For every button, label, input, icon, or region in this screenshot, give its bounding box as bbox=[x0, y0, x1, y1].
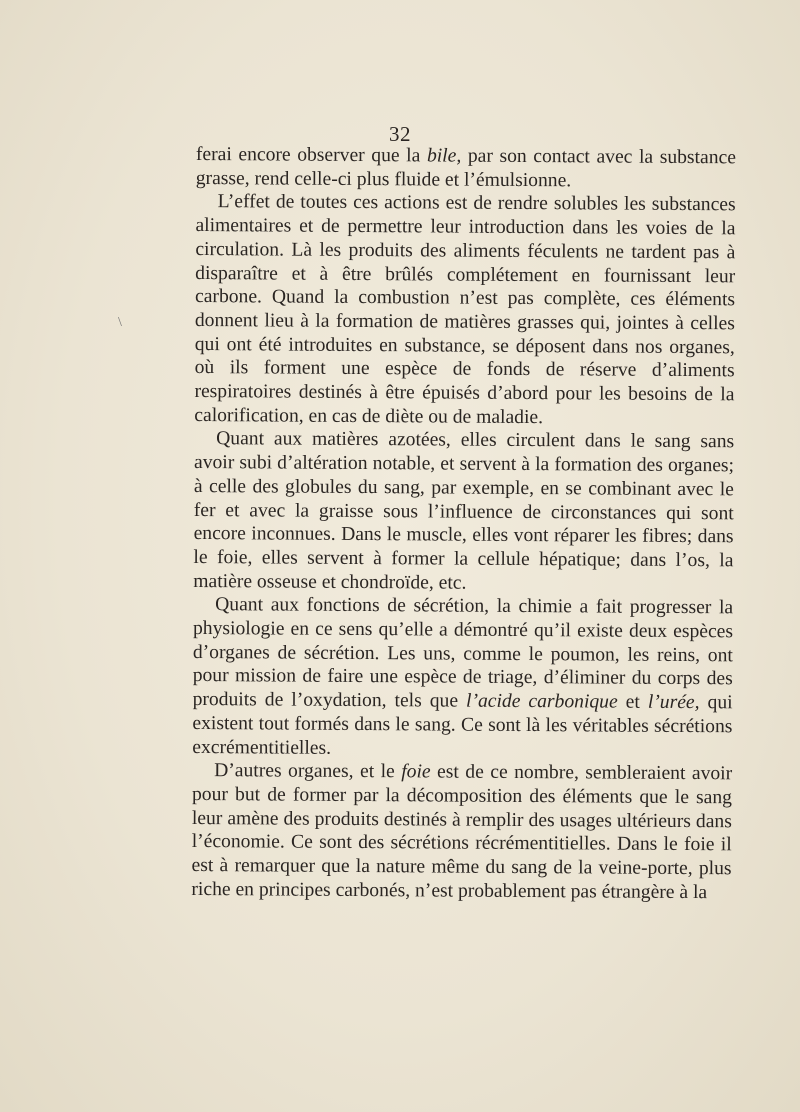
paragraph-3 bbox=[193, 427, 734, 596]
segment: Quant aux matières azotées, elles circulent dans le sang sans avoir subi d’altération notable, et servent à la formation des organes; à celle des globules du sang, par exemple, en se combinant avec le fer et avec la graisse sous l’influence de circonstances qui sont encore inconnues. Dans le muscle, elles vont réparer les fibres; dans le foie, elles servent à former la cellule hépatique; dans l’os, la matière osseuse et chondroïde, etc. bbox=[193, 428, 735, 594]
segment: qui existent tout formés dans le sang. Ce sont là les véritables sécrétions excrémentitielles. bbox=[192, 692, 733, 759]
paragraph-1 bbox=[196, 143, 736, 194]
margin-mark: \ bbox=[118, 315, 122, 330]
emphasis-bile: bile, bbox=[426, 145, 462, 167]
paragraph-5 bbox=[191, 759, 732, 905]
segment: ferai encore observer que la bbox=[195, 143, 428, 167]
emphasis-foie: foie bbox=[401, 761, 431, 783]
emphasis-acide-carbonique: l’acide carbonique bbox=[465, 690, 618, 713]
segment: D’autres organes, et le bbox=[214, 760, 402, 783]
segment: par son contact avec la substance grasse, rend celle-ci plus fluide et l’émulsionne. bbox=[195, 145, 736, 191]
paragraph-2 bbox=[194, 190, 735, 430]
segment: et bbox=[617, 691, 648, 713]
segment: est de ce nombre, sembleraient avoir pour but de former par la décomposition des éléments que le sang leur amène des produits destinés à remplir des usages ultérieurs dans l’économie. Ce sont des sécrétions récrémentitielles. Dans le foie il est à remarquer que la nature même du sang de la veine-porte, plus riche en principes carbonés, n’est probablement pas étrangère à la bbox=[191, 761, 733, 903]
emphasis-uree: l’urée, bbox=[647, 691, 700, 714]
paragraph-4 bbox=[192, 593, 733, 762]
segment: Quant aux fonctions de sécrétion, la chimie a fait progresser la physiologie en ce sens qu’elle a démontré qu’il existe deux espèces d’organes de sécrétion. Les uns, comme le poumon, les reins, ont pour mission de faire une espèce de triage, d’éliminer du corps des produits de l’oxydation, tels que bbox=[192, 594, 734, 712]
page-number: 32 bbox=[389, 122, 411, 146]
segment: L’effet de toutes ces actions est de rendre solubles les substances alimentaires et de permettre leur introduction dans les voies de la circulation. Là les produits des aliments féculents ne tardent pas à disparaître et à être brûlés complétement en fournissant leur carbone. Quand la combustion n’est pas complète, ces éléments donnent lieu à la formation de matières grasses qui, jointes à celles qui ont été introduites en substance, se déposent dans nos organes, où ils forment une espèce de fonds de réserve d’aliments respiratoires destinés à être épuisés d’abord pour les besoins de la calorification, en cas de diète ou de maladie. bbox=[194, 191, 736, 428]
body-text bbox=[191, 143, 736, 905]
